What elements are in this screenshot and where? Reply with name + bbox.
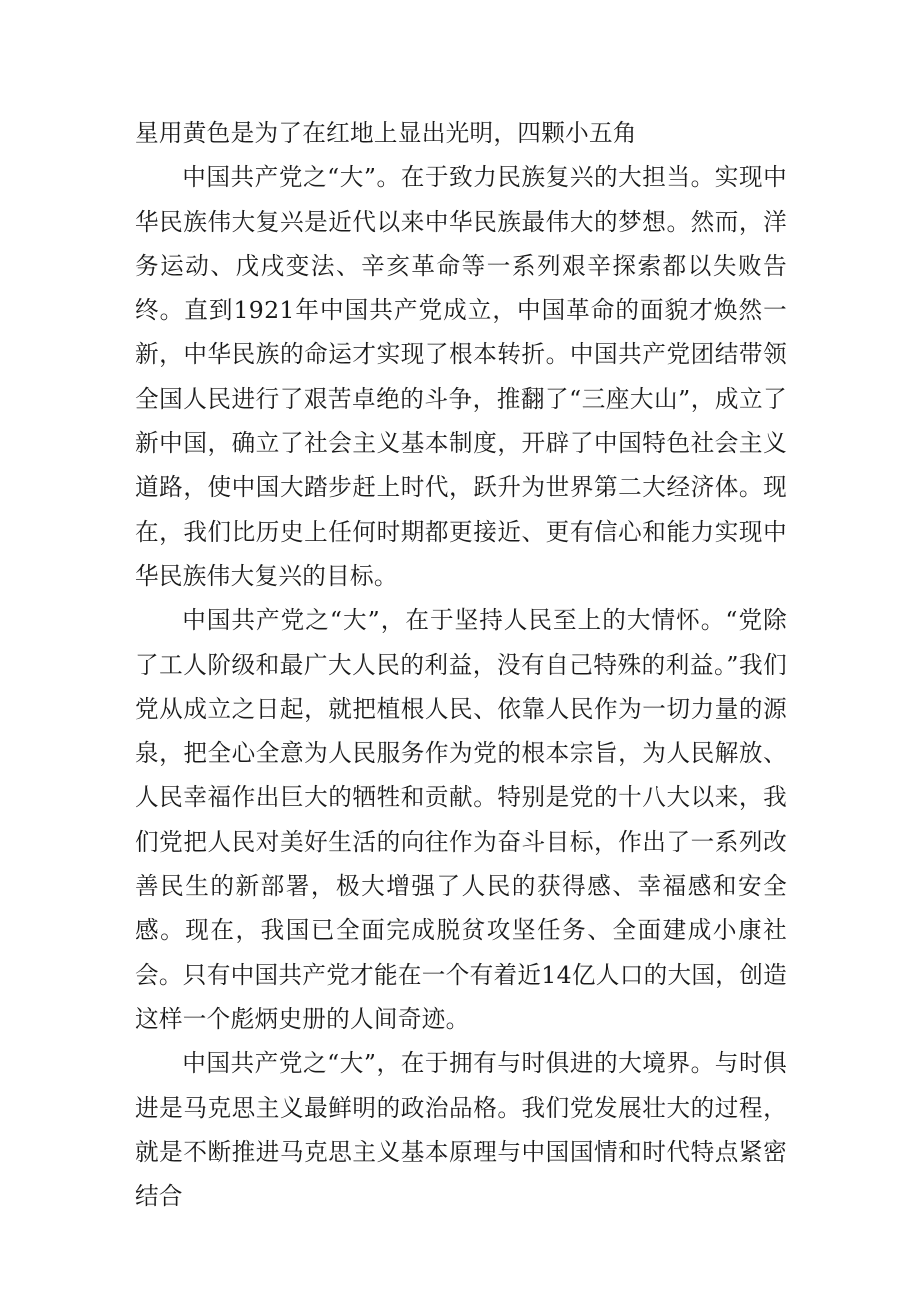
paragraph-national-rejuvenation: 中国共产党之“大”。在于致力民族复兴的大担当。实现中华民族伟大复兴是近代以来中华民族最伟大的梦想。然而，洋务运动、戊戌变法、辛亥革命等一系列艰辛探索都以失败告终。直到1921年中国共产党成立，中国革命的面貌才焕然一新，中华民族的命运才实现了根本转折。中国共产党团结带领全国人民进行了艰苦卓绝的斗争，推翻了“三座大山”，成立了新中国，确立了社会主义基本制度，开辟了中国特色社会主义道路，使中国大踏步赶上时代，跃升为世界第二大经济体。现在，我们比历史上任何时期都更接近、更有信心和能力实现中华民族伟大复兴的目标。	[135, 163, 787, 590]
paragraph-keeping-pace: 中国共产党之“大”，在于拥有与时俱进的大境界。与时俱进是马克思主义最鲜明的政治品格。我们党发展壮大的过程，就是不断推进马克思主义基本原理与中国国情和时代特点紧密结合	[135, 1049, 787, 1211]
paragraph-continued: 星用黄色是为了在红地上显出光明，四颗小五角	[135, 119, 637, 147]
paragraph-people-first: 中国共产党之“大”，在于坚持人民至上的大情怀。“党除了工人阶级和最广大人民的利益，没有自己特殊的利益。”我们党从成立之日起，就把植根人民、依靠人民作为一切力量的源泉，把全心全意为人民服务作为党的根本宗旨，为人民解放、人民幸福作出巨大的牺牲和贡献。特别是党的十八大以来，我们党把人民对美好生活的向往作为奋斗目标，作出了一系列改善民生的新部署，极大增强了人民的获得感、幸福感和安全感。现在，我国已全面完成脱贫攻坚任务、全面建成小康社会。只有中国共产党才能在一个有着近14亿人口的大国，创造这样一个彪炳史册的人间奇迹。	[135, 606, 787, 1033]
document-body	[135, 111, 787, 1218]
